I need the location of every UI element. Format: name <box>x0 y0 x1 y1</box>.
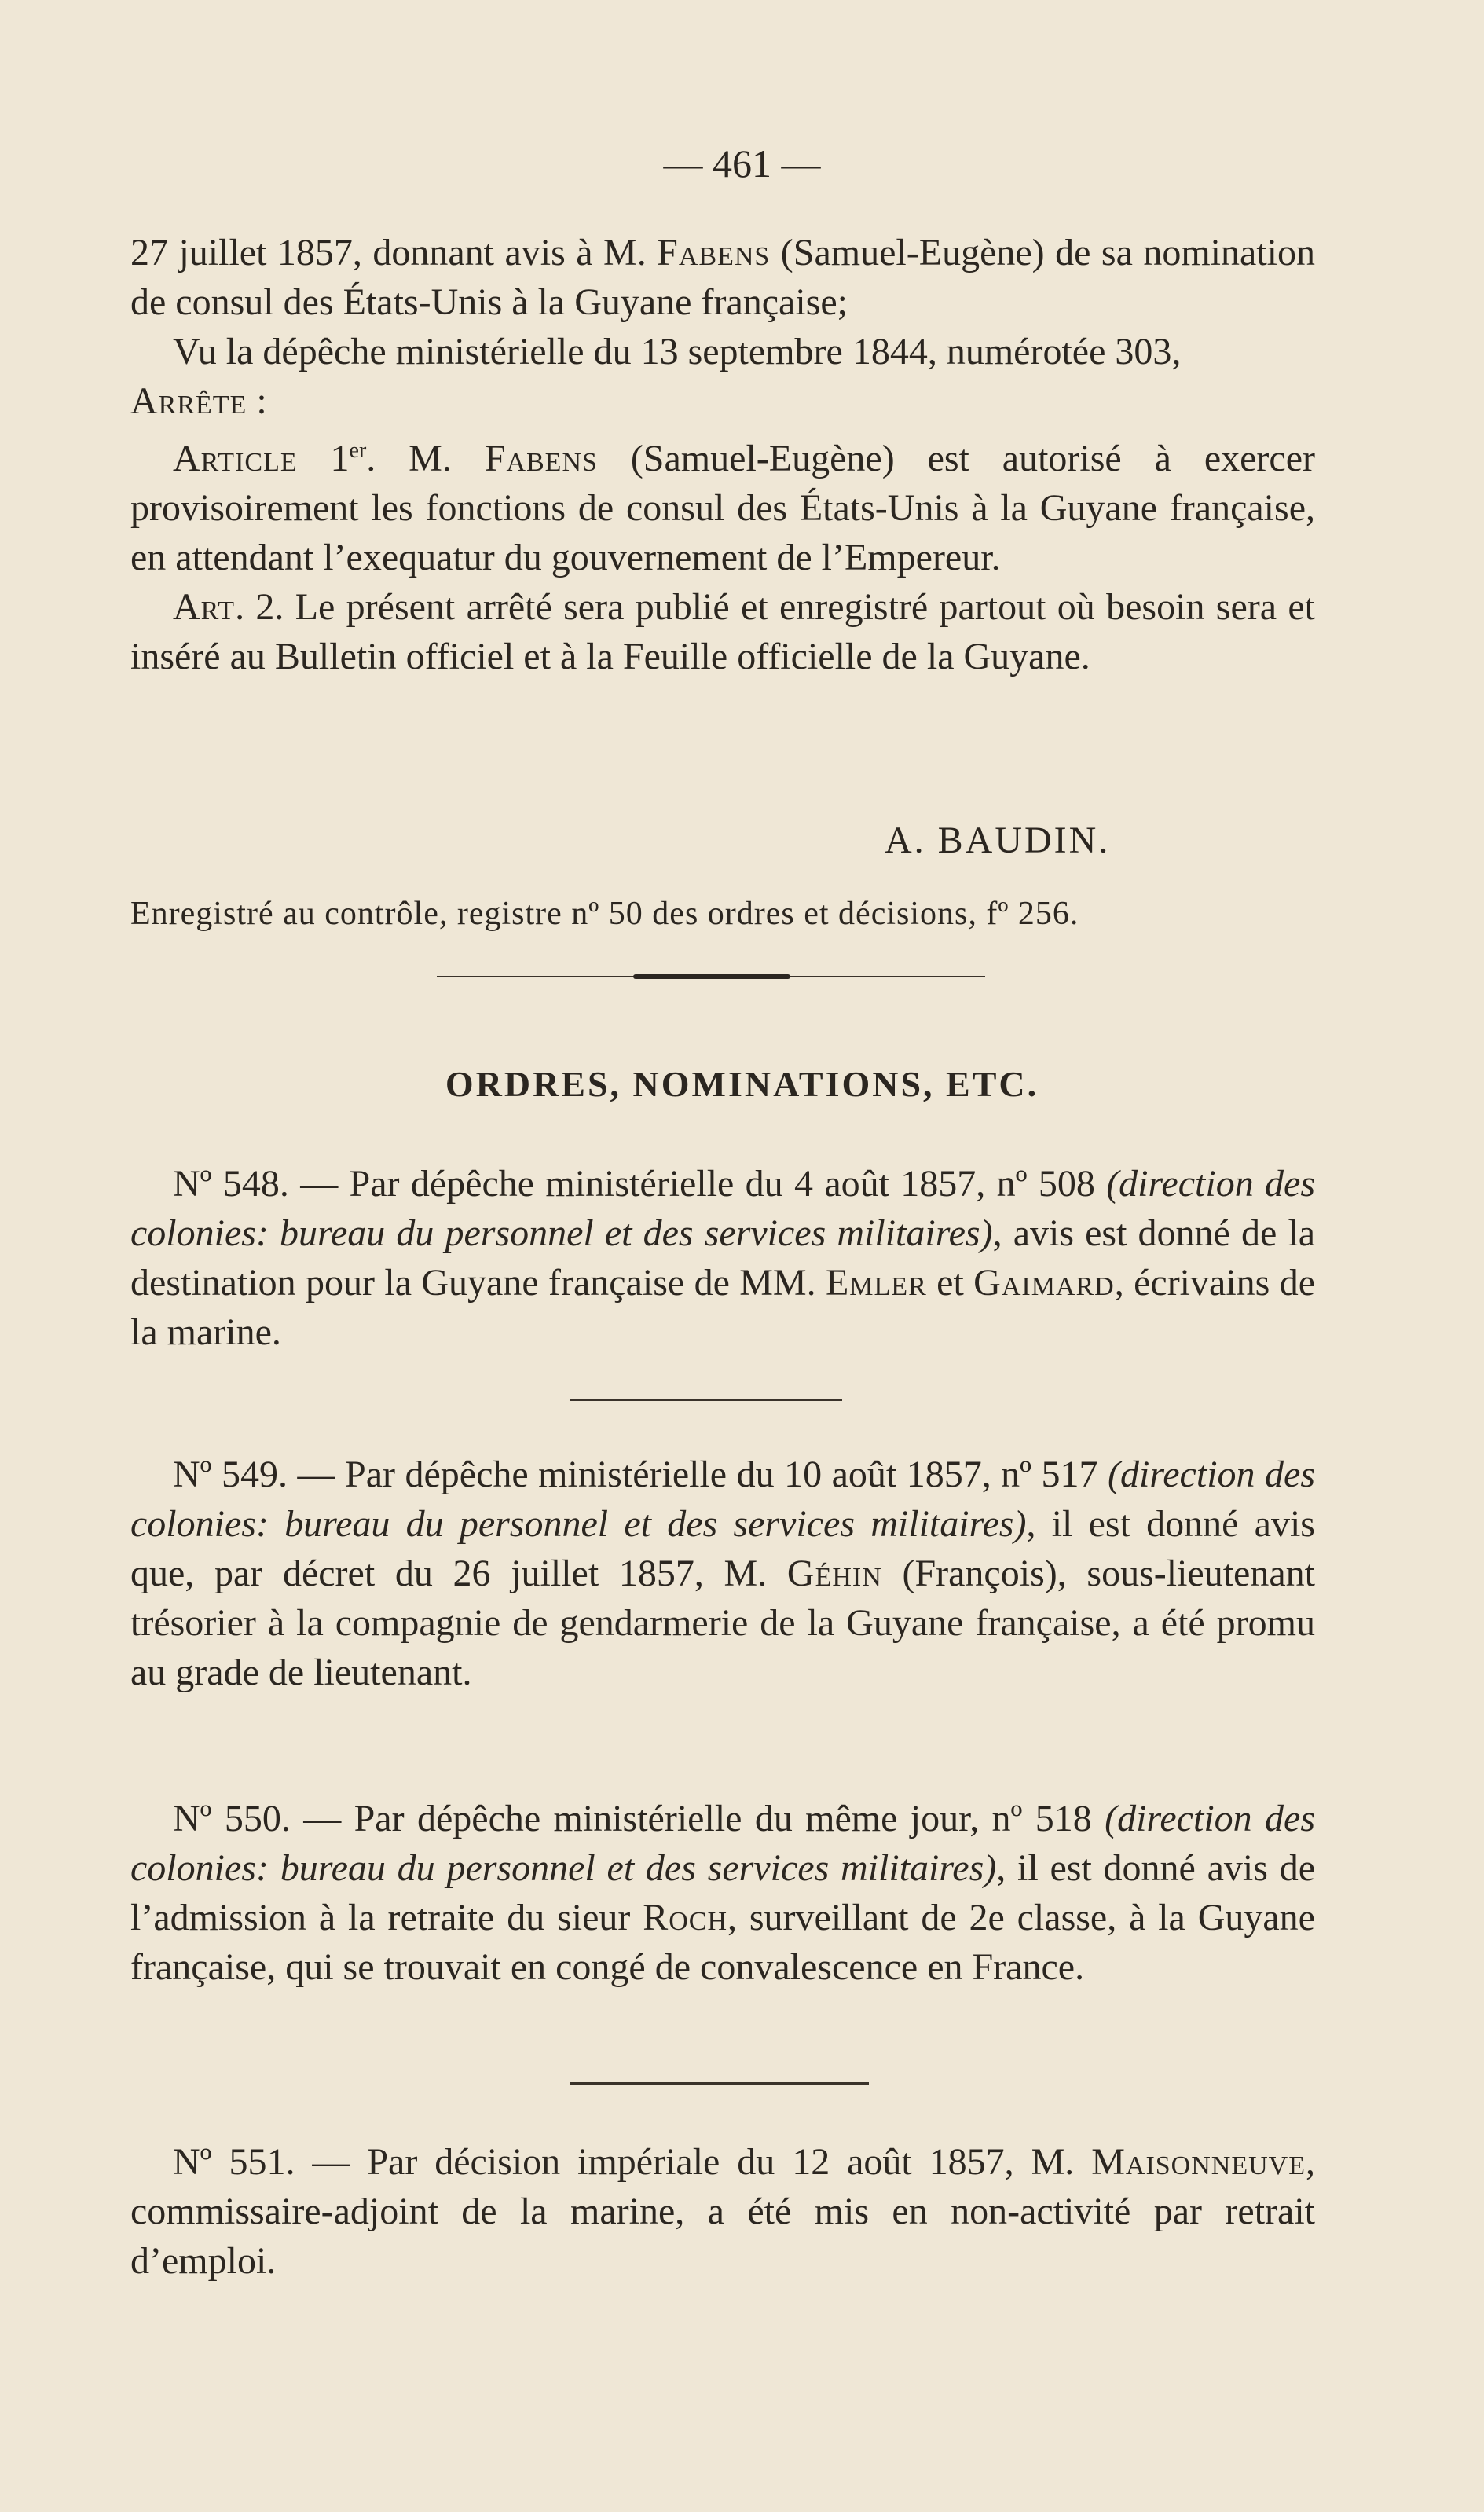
entry-548-italic: (direction des colonies: bureau du personnel et des services militaires) <box>130 1163 1316 1254</box>
vu-paragraph: Vu la dépêche ministérielle du 13 septembre 1844, numérotée 303, <box>173 331 1182 372</box>
entry-549-italic: (direction des colonies: bureau du personnel et des services militaires) <box>130 1454 1316 1545</box>
art2-label: Art <box>173 586 236 628</box>
entry-548-text: , avis est donné de la destination pour la Guyane française de MM. <box>130 1212 1315 1304</box>
article-superscript: er <box>349 438 367 463</box>
registration-note: Enregistré au contrôle, registre nº 50 des ordres et décisions, fº 256. <box>130 896 1079 932</box>
page-number: — 461 — <box>663 141 821 185</box>
entry-549-paragraph <box>130 1450 1315 1697</box>
entry-548 <box>130 1159 1315 1357</box>
entry-549-text: , il est donné avis que, par décret du 26 juillet 1857, M. <box>130 1503 1315 1594</box>
decree-intro-text: 27 juillet 1857, donnant avis à M. <box>130 232 658 273</box>
name-emler: Emler <box>825 1262 927 1304</box>
entry-550-text-2: , surveillant de 2e classe, à la Guyane française, qui se trouvait en congé de convalescence en France. <box>130 1897 1315 1988</box>
signature: A. BAUDIN. <box>885 820 1111 861</box>
decree-body <box>130 228 1315 681</box>
article-2-paragraph <box>130 582 1315 681</box>
entry-550 <box>130 1794 1315 1992</box>
entry-548-paragraph <box>130 1159 1315 1357</box>
article-1-paragraph <box>130 426 1315 582</box>
entry-551 <box>130 2137 1315 2286</box>
entry-550-number: Nº 550. — Par dépêche ministérielle du même jour, nº 518 <box>173 1798 1105 1839</box>
entry-551-paragraph <box>130 2137 1315 2286</box>
entry-divider-1 <box>570 1399 842 1401</box>
arrete-paragraph <box>130 376 1315 426</box>
article-text: (Samuel-Eugène) est autorisé à exercer provisoirement les fonctions de consul des États-Unis à la Guyane française, en attendant l’exequatur du gouvernement de l’Empereur. <box>130 438 1316 578</box>
article-m: . M. <box>366 438 485 479</box>
entry-550-paragraph <box>130 1794 1315 1992</box>
arrete-colon: : <box>247 380 267 422</box>
ornate-divider <box>437 974 985 979</box>
entry-548-et: et <box>926 1262 974 1304</box>
name-maisonneuve: Maisonneuve <box>1091 2141 1306 2183</box>
name-fabens-2: Fabens <box>484 438 598 479</box>
name-gaimard: Gaimard <box>973 1262 1115 1304</box>
arrete-label: Arrête <box>130 380 247 422</box>
decree-intro-text-2: (Samuel-Eugène) de sa nomination de consul des États-Unis à la Guyane française; <box>130 232 1315 323</box>
entry-548-text-2: , écrivains de la marine. <box>130 1262 1316 1353</box>
entry-divider-2 <box>570 2082 869 2085</box>
article-number: 1 <box>297 438 350 479</box>
name-gehin: Géhin <box>786 1553 882 1594</box>
name-fabens: Fabens <box>657 232 771 273</box>
entry-551-number: Nº 551. — Par décision impériale du 12 août 1857, M. <box>173 2141 1092 2183</box>
entry-549-text-2: (François), sous-lieutenant trésorier à la compagnie de gendarmerie de la Guyane française, a été promu au grade de lieutenant. <box>130 1553 1316 1693</box>
section-heading: ORDRES, NOMINATIONS, ETC. <box>445 1064 1039 1104</box>
entry-549-number: Nº 549. — Par dépêche ministérielle du 10 août 1857, nº 517 <box>173 1454 1108 1495</box>
entry-550-text: , il est donné avis de l’admission à la retraite du sieur <box>130 1847 1315 1938</box>
entry-551-text: , commissaire-adjoint de la marine, a été mis en non-activité par retrait d’emploi. <box>130 2141 1315 2282</box>
decree-intro-paragraph <box>130 228 1315 327</box>
divider-thick-segment <box>633 974 790 979</box>
name-roch: Roch <box>643 1897 728 1938</box>
entry-550-italic: (direction des colonies: bureau du personnel et des services militaires) <box>130 1798 1315 1889</box>
art2-text: . 2. Le présent arrêté sera publié et enregistré partout où besoin sera et inséré au Bulletin officiel et à la Feuille officielle de la Guyane. <box>130 586 1315 677</box>
entry-548-number: Nº 548. — Par dépêche ministérielle du 4 août 1857, nº 508 <box>173 1163 1107 1205</box>
entry-549 <box>130 1450 1315 1697</box>
article-label: Article <box>173 438 298 479</box>
